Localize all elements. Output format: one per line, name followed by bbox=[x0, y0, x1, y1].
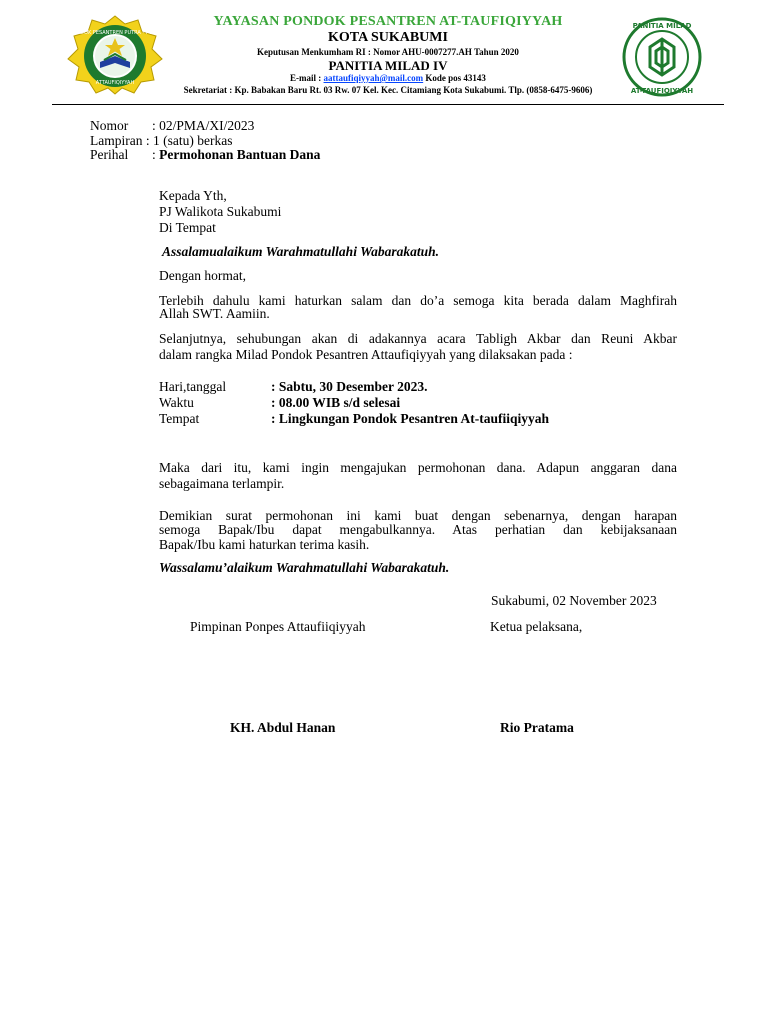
legal-decree: Keputusan Menkumham RI : Nomor AHU-0007277.AH Tahun 2020 bbox=[257, 47, 519, 57]
pesantren-logo bbox=[64, 14, 166, 96]
place-and-date: Sukabumi, 02 November 2023 bbox=[491, 593, 657, 608]
subject-label: Perihal bbox=[90, 147, 129, 162]
paragraph-3-line-1: Maka dari itu, kami ingin mengajukan permohonan dana. Adapun anggaran dana bbox=[159, 460, 677, 475]
event-time-label: Waktu bbox=[159, 395, 194, 410]
committee-name: PANITIA MILAD IV bbox=[328, 58, 448, 73]
attachment-value: : 1 (satu) berkas bbox=[145, 133, 233, 148]
svg-text:PONDOK PESANTREN PUTRA - PUTRI: PONDOK PESANTREN PUTRA - PUTRI bbox=[69, 30, 161, 36]
paragraph-2-line-1: Selanjutnya, sehubungan akan di adakannya acara Tabligh Akbar dan Reuni Akbar bbox=[159, 331, 677, 346]
left-signatory-title: Pimpinan Ponpes Attaufiiqiyyah bbox=[190, 619, 366, 634]
paragraph-1-line-1: Terlebih dahulu kami haturkan salam dan do’a semoga kita berada dalam Maghfirah bbox=[159, 293, 677, 308]
right-signatory-title: Ketua pelaksana, bbox=[490, 619, 583, 634]
recipient-line-1: Kepada Yth, bbox=[159, 188, 227, 203]
event-date-value: : Sabtu, 30 Desember 2023. bbox=[271, 379, 428, 394]
email-label: E-mail : bbox=[290, 73, 322, 83]
organization-name: YAYASAN PONDOK PESANTREN AT-TAUFIQIYYAH bbox=[213, 14, 563, 29]
paragraph-4-line-3: Bapak/Ibu kami haturkan terima kasih. bbox=[159, 537, 370, 552]
letter-number-value: : 02/PMA/XI/2023 bbox=[152, 118, 255, 133]
opening-greeting: Assalamualaikum Warahmatullahi Wabarakatuh. bbox=[162, 244, 439, 259]
letter-number-row bbox=[90, 118, 254, 134]
paragraph-1-line-2: Allah SWT. Aamiin. bbox=[159, 306, 270, 321]
milad-committee-logo-graphic bbox=[612, 17, 712, 97]
recipient-line-3: Di Tempat bbox=[159, 220, 216, 235]
paragraph-3-line-2: sebagaimana terlampir. bbox=[159, 476, 285, 491]
subject-colon: : bbox=[152, 147, 156, 162]
svg-text:ATTAUFIQIYYAH: ATTAUFIQIYYAH bbox=[95, 80, 135, 86]
email-link[interactable]: aattaufiqiyyah@mail.com bbox=[323, 73, 424, 83]
left-signatory-name: KH. Abdul Hanan bbox=[230, 720, 336, 735]
postal-code: Kode pos 43143 bbox=[425, 73, 486, 83]
city-name: KOTA SUKABUMI bbox=[328, 30, 448, 45]
recipient-line-2: PJ Walikota Sukabumi bbox=[159, 204, 282, 219]
pesantren-logo-graphic bbox=[64, 14, 166, 96]
attachment-label: Lampiran bbox=[90, 133, 143, 148]
paragraph-4-line-2: semoga Bapak/Ibu dapat mengabulkannya. Atas perhatian dan kebijaksanaan bbox=[159, 522, 677, 537]
contact-line bbox=[180, 73, 596, 83]
subject-row bbox=[90, 147, 320, 163]
svg-text:AT-TAUFIQIYYAH: AT-TAUFIQIYYAH bbox=[630, 87, 694, 95]
secretariat-address: Sekretariat : Kp. Babakan Baru Rt. 03 Rw. 07 Kel. Kec. Citamiang Kota Sukabumi. Tlp. (0858-6475-9606) bbox=[183, 85, 593, 95]
letter-number-label: Nomor bbox=[90, 118, 129, 133]
paragraph-4-line-1: Demikian surat permohonan ini kami buat dengan sebenarnya, dengan harapan bbox=[159, 508, 677, 523]
header-divider bbox=[52, 104, 724, 105]
event-date-row bbox=[159, 379, 428, 395]
event-time-value: : 08.00 WIB s/d selesai bbox=[271, 395, 401, 410]
event-date-label: Hari,tanggal bbox=[159, 379, 227, 394]
right-signatory-name: Rio Pratama bbox=[500, 720, 574, 735]
salutation: Dengan hormat, bbox=[159, 268, 246, 283]
event-place-value: : Lingkungan Pondok Pesantren At-taufiiqiyyah bbox=[271, 411, 550, 426]
paragraph-2-line-2: dalam rangka Milad Pondok Pesantren Attaufiqiyyah yang dilaksakan pada : bbox=[159, 347, 573, 362]
subject-value: Permohonan Bantuan Dana bbox=[159, 147, 321, 162]
closing-greeting: Wassalamu’alaikum Warahmatullahi Wabarakatuh. bbox=[159, 560, 450, 575]
event-place-row bbox=[159, 411, 549, 427]
svg-text:PANITIA MILAD: PANITIA MILAD bbox=[632, 22, 692, 30]
event-place-label: Tempat bbox=[159, 411, 200, 426]
event-time-row bbox=[159, 395, 400, 411]
milad-committee-logo bbox=[612, 17, 712, 97]
